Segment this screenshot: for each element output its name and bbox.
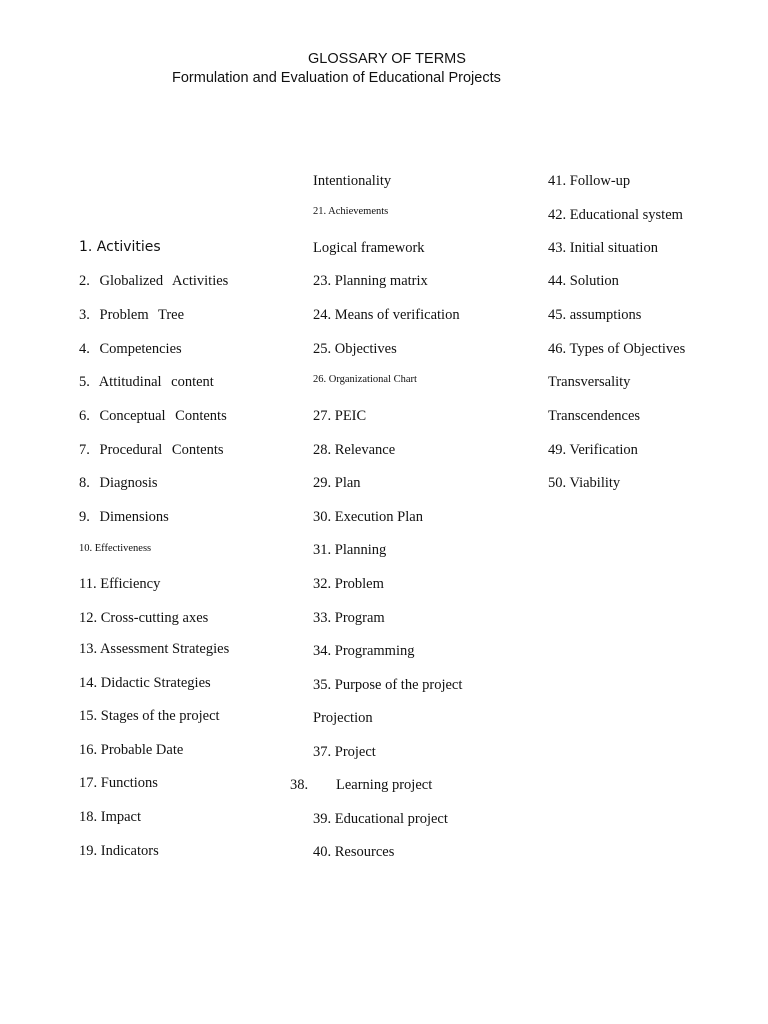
glossary-term: 33. Program [313, 610, 385, 626]
glossary-term: 44. Solution [548, 273, 619, 289]
glossary-term: 2. Globalized Activities [79, 273, 229, 289]
glossary-term: 16. Probable Date [79, 742, 184, 758]
glossary-term: 27. PEIC [313, 408, 367, 424]
glossary-term: 28. Relevance [313, 442, 396, 458]
glossary-term: 49. Verification [548, 442, 638, 458]
glossary-term: 42. Educational system [548, 207, 683, 223]
glossary-term: 19. Indicators [79, 843, 159, 859]
glossary-term: 14. Didactic Strategies [79, 675, 211, 691]
glossary-term: Transversality [548, 374, 631, 390]
glossary-term: 24. Means of verification [313, 307, 460, 323]
glossary-term: 18. Impact [79, 809, 142, 825]
glossary-term: 39. Educational project [313, 811, 448, 827]
glossary-term: 15. Stages of the project [79, 708, 220, 724]
glossary-term: 35. Purpose of the project [313, 677, 463, 693]
glossary-term: 46. Types of Objectives [548, 341, 686, 357]
glossary-term: 25. Objectives [313, 341, 397, 357]
glossary-term: 5. Attitudinal content [79, 374, 214, 390]
glossary-term: 50. Viability [548, 475, 621, 491]
glossary-term: 37. Project [313, 744, 376, 760]
glossary-term: 11. Efficiency [79, 576, 161, 592]
glossary-term [290, 778, 432, 793]
glossary-term: 26. Organizational Chart [313, 374, 417, 385]
glossary-term: 13. Assessment Strategies [79, 641, 230, 657]
glossary-term: 40. Resources [313, 844, 395, 860]
glossary-term: 34. Programming [313, 643, 415, 659]
page-subtitle: Formulation and Evaluation of Educational Projects [172, 70, 501, 86]
glossary-term: 10. Effectiveness [79, 543, 152, 554]
glossary-term: 23. Planning matrix [313, 273, 428, 289]
glossary-term: 32. Problem [313, 576, 384, 592]
glossary-term: 43. Initial situation [548, 240, 658, 256]
glossary-term: 1. Activities [79, 239, 161, 255]
glossary-term: 4. Competencies [79, 341, 182, 357]
glossary-term: 29. Plan [313, 475, 361, 491]
glossary-term: 31. Planning [313, 542, 387, 558]
glossary-term: 41. Follow-up [548, 173, 631, 189]
page-title: GLOSSARY OF TERMS [308, 51, 466, 67]
glossary-term: 12. Cross-cutting axes [79, 610, 209, 626]
glossary-term: 9. Dimensions [79, 509, 169, 525]
glossary-term: 45. assumptions [548, 307, 642, 323]
glossary-term: 3. Problem Tree [79, 307, 185, 323]
glossary-term-text: Learning project [336, 777, 433, 793]
glossary-term: 30. Execution Plan [313, 509, 423, 525]
glossary-term-number: 38. [290, 777, 309, 793]
glossary-term: 6. Conceptual Contents [79, 408, 227, 424]
glossary-term: 21. Achievements [313, 206, 389, 217]
glossary-term: 17. Functions [79, 775, 158, 791]
glossary-term: Projection [313, 710, 373, 726]
glossary-term: 7. Procedural Contents [79, 442, 224, 458]
glossary-term: 8. Diagnosis [79, 475, 158, 491]
glossary-term: Logical framework [313, 240, 425, 256]
glossary-term: Transcendences [548, 408, 641, 424]
glossary-term: Intentionality [313, 173, 392, 189]
